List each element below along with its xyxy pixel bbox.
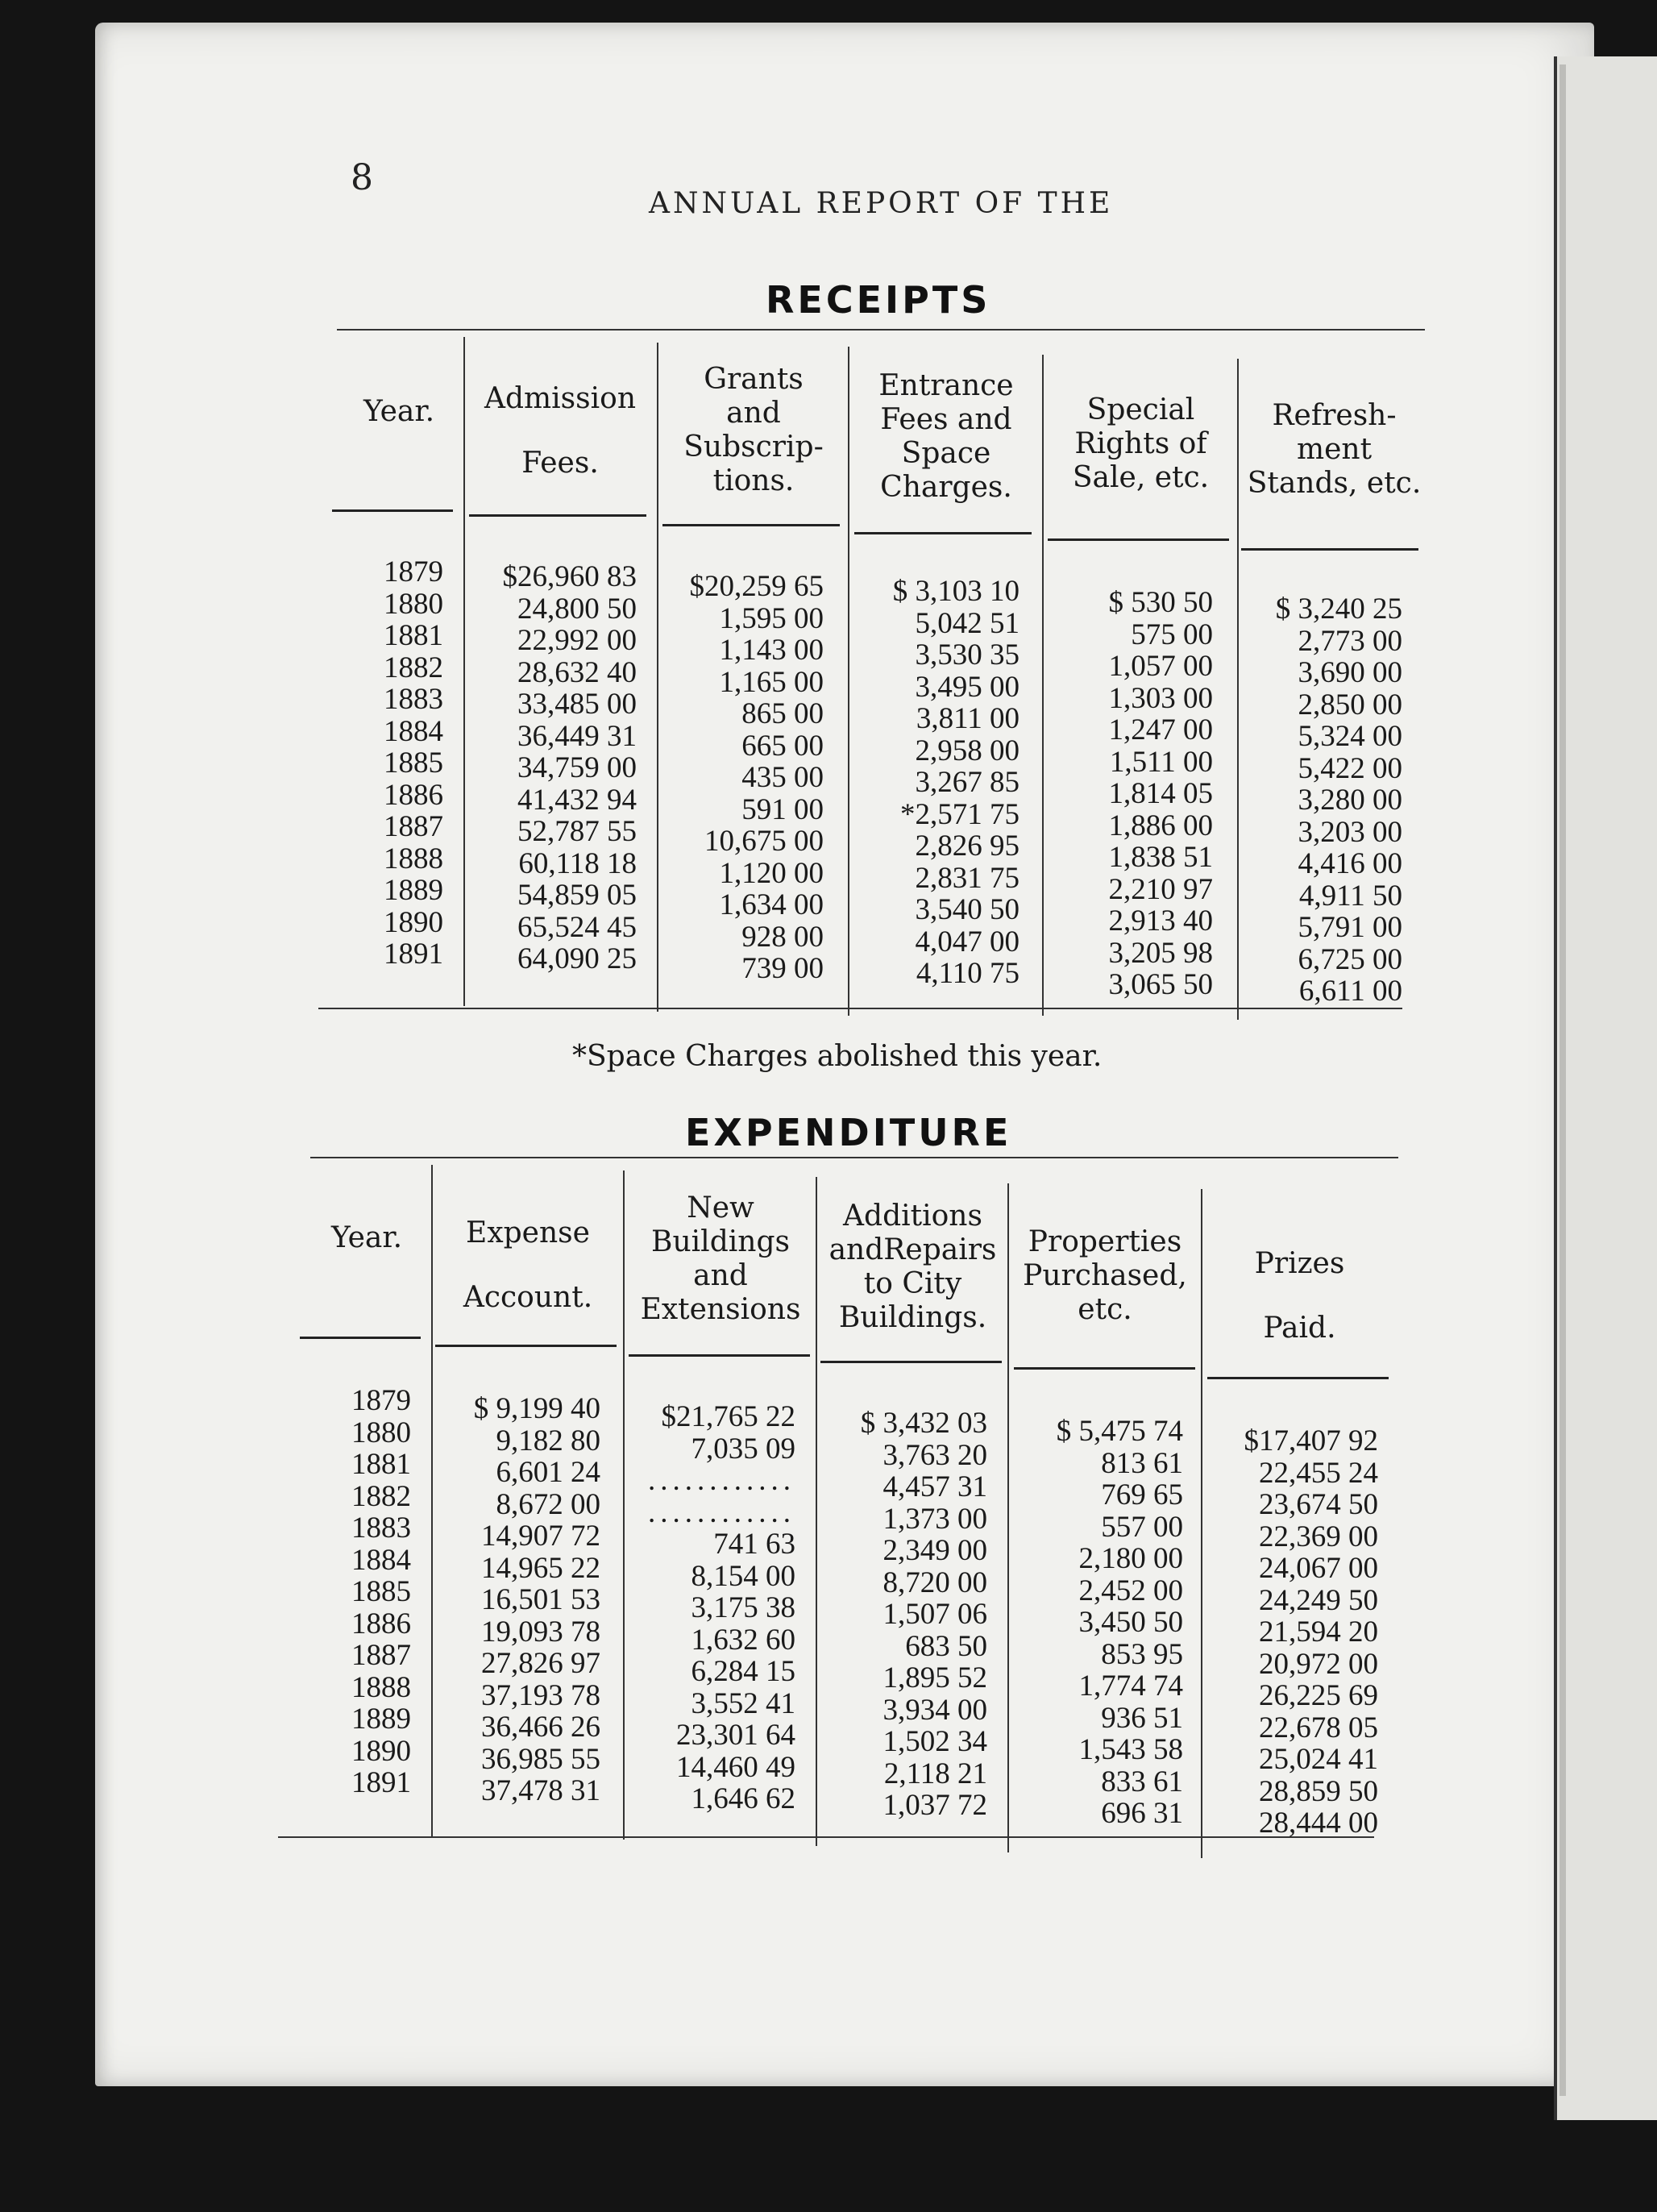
table-cell: 22,678 05: [1259, 1711, 1378, 1744]
table-cell: 769 65: [1101, 1478, 1183, 1511]
facing-page-edge: [1554, 56, 1657, 2120]
table-cell: 1880: [351, 1416, 411, 1449]
table-cell: 19,093 78: [481, 1615, 600, 1649]
table-cell: 3,811 00: [916, 702, 1020, 735]
table-cell: 4,110 75: [916, 957, 1020, 990]
table-cell: 1,037 72: [882, 1789, 987, 1822]
receipts-grants-values: [662, 571, 824, 985]
header-underline: [662, 524, 840, 526]
table-cell: 1,057 00: [1108, 650, 1213, 683]
header-underline: [1014, 1367, 1195, 1370]
header-underline: [820, 1361, 1002, 1363]
table-cell: $17,407 92: [1244, 1424, 1378, 1457]
table-cell: 1885: [384, 746, 443, 780]
table-cell: 1,543 58: [1078, 1733, 1183, 1766]
table-cell: 3,205 98: [1108, 936, 1213, 970]
table-cell: 591 00: [741, 792, 824, 826]
table-cell: 1881: [351, 1448, 411, 1481]
table-cell: 1887: [384, 810, 443, 843]
table-cell: 435 00: [741, 761, 824, 794]
expenditure-years: [314, 1385, 411, 1799]
table-cell: 1887: [351, 1639, 411, 1672]
table-cell: 1889: [351, 1703, 411, 1736]
table-cell: 1883: [351, 1511, 411, 1545]
table-cell: 37,193 78: [481, 1678, 600, 1712]
table-cell: 3,175 38: [691, 1591, 795, 1624]
table-cell: 1,634 00: [719, 888, 824, 921]
expenditure-additions-values: [822, 1407, 987, 1822]
column-header-special-rights: Special Rights of Sale, etc.: [1072, 393, 1210, 494]
table-cell: $ 3,432 03: [860, 1407, 987, 1440]
table-cell: 23,301 64: [676, 1719, 795, 1752]
table-cell: 14,907 72: [481, 1520, 600, 1553]
table-cell: 1,373 00: [882, 1502, 987, 1536]
table-cell: 3,540 50: [915, 893, 1020, 926]
header-underline: [469, 514, 646, 517]
column-header-properties: Properties Purchased, etc.: [1023, 1225, 1187, 1326]
receipts-divider-5: [1237, 359, 1239, 1020]
table-cell: 20,972 00: [1259, 1647, 1378, 1681]
table-cell: 833 61: [1101, 1765, 1183, 1798]
table-cell: 41,432 94: [517, 783, 637, 817]
table-cell: 6,601 24: [496, 1456, 600, 1489]
table-cell: 8,154 00: [691, 1559, 795, 1593]
table-cell: 64,090 25: [517, 942, 637, 975]
receipts-divider-2: [657, 343, 658, 1012]
page-number: 8: [351, 157, 373, 198]
receipts-bottom-rule: [318, 1008, 1402, 1009]
column-header-year: Year.: [363, 395, 435, 428]
table-cell: 1888: [351, 1670, 411, 1704]
expenditure-new-buildings-values: [630, 1401, 795, 1815]
table-cell: 2,850 00: [1298, 688, 1402, 721]
table-cell: 1891: [351, 1766, 411, 1799]
table-cell: 9,182 80: [496, 1424, 600, 1457]
table-cell: 2,349 00: [882, 1534, 987, 1567]
column-header-expense-account: Expense Account.: [463, 1216, 593, 1314]
expenditure-divider-1: [431, 1165, 433, 1838]
receipts-entrance-values: [854, 576, 1020, 990]
table-cell: 5,042 51: [915, 606, 1020, 640]
table-cell: 34,759 00: [517, 751, 637, 784]
table-cell: 21,594 20: [1259, 1615, 1378, 1649]
table-cell: 26,225 69: [1259, 1679, 1378, 1712]
table-cell: 1879: [384, 555, 443, 588]
table-cell: 1886: [384, 778, 443, 812]
header-underline: [854, 532, 1032, 534]
table-cell: 16,501 53: [481, 1583, 600, 1616]
receipts-divider-1: [463, 337, 465, 1006]
table-cell: 27,826 97: [481, 1647, 600, 1680]
table-cell: 1,895 52: [882, 1661, 987, 1694]
table-cell: 1880: [384, 587, 443, 621]
table-cell: 3,280 00: [1298, 784, 1402, 817]
receipts-years: [347, 556, 443, 971]
table-cell: 1,774 74: [1078, 1669, 1183, 1703]
table-cell: 33,485 00: [517, 688, 637, 721]
table-cell: 3,763 20: [882, 1438, 987, 1472]
table-cell: 60,118 18: [518, 846, 637, 880]
table-cell: 2,826 95: [915, 830, 1020, 863]
running-title: ANNUAL REPORT OF THE: [649, 187, 1114, 220]
table-cell: 1,143 00: [719, 634, 824, 667]
table-cell: 1881: [384, 619, 443, 652]
table-cell: 65,524 45: [517, 910, 637, 944]
table-cell: $26,960 83: [502, 560, 637, 593]
table-cell: 5,324 00: [1298, 720, 1402, 753]
expenditure-title: EXPENDITURE: [685, 1111, 1012, 1154]
table-cell: 1891: [384, 938, 443, 971]
table-cell: 1,511 00: [1109, 745, 1213, 779]
table-cell: 2,773 00: [1298, 624, 1402, 658]
table-cell: 2,118 21: [883, 1757, 987, 1790]
table-cell: 1,632 60: [691, 1623, 795, 1657]
table-cell: 4,047 00: [915, 925, 1020, 958]
expenditure-divider-2: [623, 1170, 625, 1840]
table-cell: 4,416 00: [1298, 847, 1402, 880]
table-cell: 1884: [351, 1543, 411, 1577]
table-cell: 7,035 09: [691, 1432, 795, 1466]
receipts-top-rule: [337, 329, 1425, 331]
table-cell: 6,611 00: [1298, 975, 1402, 1008]
table-cell: 14,965 22: [481, 1551, 600, 1585]
table-cell: 665 00: [741, 729, 824, 763]
table-cell: $21,765 22: [661, 1400, 795, 1433]
table-cell: 936 51: [1101, 1701, 1183, 1735]
table-cell: 1,502 34: [882, 1725, 987, 1758]
receipts-refreshment-values: [1241, 593, 1402, 1008]
table-cell: 865 00: [741, 697, 824, 730]
header-underline: [1241, 548, 1418, 551]
table-cell: 1,507 06: [882, 1598, 987, 1631]
table-cell: 575 00: [1131, 617, 1213, 651]
header-underline: [1048, 538, 1229, 541]
table-cell: 696 31: [1101, 1797, 1183, 1830]
table-cell: 14,460 49: [676, 1750, 795, 1784]
table-cell: 928 00: [741, 920, 824, 954]
table-cell: 1886: [351, 1607, 411, 1640]
table-cell: 3,552 41: [691, 1686, 795, 1720]
table-cell: 1888: [384, 842, 443, 875]
table-cell: 683 50: [905, 1629, 987, 1663]
table-cell: ............: [648, 1495, 795, 1529]
table-cell: 1890: [384, 905, 443, 939]
table-cell: 36,449 31: [517, 719, 637, 753]
expenditure-expense-values: [439, 1393, 600, 1807]
table-cell: 3,450 50: [1078, 1606, 1183, 1639]
table-cell: 3,203 00: [1298, 815, 1402, 849]
column-header-prizes: Prizes Paid.: [1254, 1247, 1345, 1345]
table-cell: 22,992 00: [517, 624, 637, 657]
table-cell: 1,303 00: [1108, 681, 1213, 715]
table-cell: 6,725 00: [1298, 942, 1402, 976]
page-edge-shadow: [1559, 64, 1566, 2096]
expenditure-divider-4: [1007, 1183, 1009, 1852]
table-cell: 1889: [384, 874, 443, 907]
table-cell: 2,958 00: [915, 734, 1020, 767]
column-header-grants: Grants and Subscrip- tions.: [683, 363, 824, 497]
table-cell: 813 61: [1101, 1446, 1183, 1480]
table-cell: 22,369 00: [1259, 1520, 1378, 1553]
table-cell: 28,632 40: [517, 655, 637, 689]
table-cell: 24,249 50: [1259, 1583, 1378, 1617]
table-cell: 1,886 00: [1108, 809, 1213, 842]
receipts-footnote: *Space Charges abolished this year.: [572, 1040, 1103, 1073]
header-underline: [300, 1337, 421, 1339]
table-cell: 10,675 00: [704, 825, 824, 858]
table-cell: 1882: [351, 1479, 411, 1513]
column-header-new-buildings: New Buildings and Extensions: [640, 1191, 801, 1326]
table-cell: 3,690 00: [1298, 656, 1402, 689]
table-cell: 1885: [351, 1575, 411, 1608]
table-cell: 54,859 05: [517, 879, 637, 912]
table-cell: 36,985 55: [481, 1742, 600, 1776]
table-cell: 1884: [384, 714, 443, 748]
table-cell: 28,859 50: [1259, 1774, 1378, 1808]
table-cell: 1,646 62: [691, 1782, 795, 1815]
table-cell: 28,444 00: [1259, 1807, 1378, 1840]
table-cell: 1890: [351, 1734, 411, 1768]
table-cell: *2,571 75: [900, 797, 1020, 831]
table-cell: 23,674 50: [1259, 1488, 1378, 1521]
expenditure-divider-5: [1201, 1189, 1202, 1858]
receipts-special-rights-values: [1048, 587, 1213, 1001]
table-cell: 2,452 00: [1078, 1574, 1183, 1607]
table-cell: 557 00: [1101, 1510, 1183, 1544]
table-cell: $ 5,475 74: [1056, 1415, 1183, 1448]
table-cell: ............: [648, 1464, 795, 1497]
table-cell: 1,120 00: [719, 856, 824, 890]
table-cell: $ 530 50: [1108, 586, 1213, 619]
column-header-year: Year.: [330, 1221, 403, 1254]
table-cell: 5,791 00: [1298, 911, 1402, 944]
column-header-entrance: Entrance Fees and Space Charges.: [878, 369, 1014, 504]
column-header-refreshment: Refresh- ment Stands, etc.: [1247, 399, 1422, 500]
table-cell: $ 3,240 25: [1275, 592, 1402, 626]
table-cell: 4,457 31: [882, 1470, 987, 1503]
receipts-divider-3: [848, 347, 849, 1016]
expenditure-properties-values: [1014, 1416, 1183, 1830]
table-cell: 8,720 00: [882, 1565, 987, 1599]
table-cell: 8,672 00: [496, 1487, 600, 1521]
table-cell: 36,466 26: [481, 1711, 600, 1744]
table-cell: 4,911 50: [1298, 879, 1402, 913]
table-cell: $ 9,199 40: [473, 1392, 600, 1425]
table-cell: 2,210 97: [1108, 872, 1213, 906]
table-cell: 3,065 50: [1108, 968, 1213, 1001]
column-header-admission: Admission Fees.: [484, 382, 636, 480]
table-cell: 1882: [384, 651, 443, 684]
table-cell: 2,180 00: [1078, 1542, 1183, 1575]
table-cell: $ 3,103 10: [892, 575, 1020, 608]
table-cell: 3,934 00: [882, 1693, 987, 1727]
table-cell: 3,495 00: [915, 670, 1020, 704]
expenditure-prizes-values: [1209, 1425, 1378, 1840]
table-cell: $20,259 65: [689, 570, 824, 603]
table-cell: 52,787 55: [517, 815, 637, 848]
table-cell: 1,595 00: [719, 601, 824, 635]
table-cell: 6,284 15: [691, 1655, 795, 1688]
header-underline: [629, 1354, 810, 1357]
table-cell: 22,455 24: [1259, 1456, 1378, 1490]
header-underline: [1207, 1377, 1389, 1379]
table-cell: 1883: [384, 683, 443, 716]
table-cell: 739 00: [741, 952, 824, 985]
table-cell: 25,024 41: [1259, 1743, 1378, 1776]
table-cell: 24,800 50: [517, 592, 637, 626]
table-cell: 1,814 05: [1108, 777, 1213, 810]
table-cell: 1879: [351, 1384, 411, 1417]
table-cell: 1,247 00: [1108, 713, 1213, 746]
expenditure-divider-3: [816, 1177, 817, 1846]
table-cell: 3,267 85: [915, 766, 1020, 799]
table-cell: 3,530 35: [915, 638, 1020, 672]
table-cell: 853 95: [1101, 1637, 1183, 1671]
table-cell: 1,165 00: [719, 665, 824, 699]
receipts-divider-4: [1042, 355, 1044, 1016]
receipts-title: RECEIPTS: [766, 278, 991, 322]
expenditure-top-rule: [310, 1157, 1398, 1158]
table-cell: 1,838 51: [1108, 841, 1213, 874]
table-cell: 2,831 75: [915, 861, 1020, 895]
table-cell: 5,422 00: [1298, 751, 1402, 785]
table-cell: 741 63: [713, 1528, 795, 1561]
table-cell: 37,478 31: [481, 1774, 600, 1807]
table-cell: 2,913 40: [1108, 904, 1213, 938]
column-header-additions-repairs: Additions andRepairs to City Buildings.: [828, 1200, 997, 1334]
table-cell: 24,067 00: [1259, 1552, 1378, 1585]
header-underline: [435, 1345, 617, 1347]
header-underline: [332, 509, 453, 512]
receipts-admission-values: [471, 561, 637, 975]
